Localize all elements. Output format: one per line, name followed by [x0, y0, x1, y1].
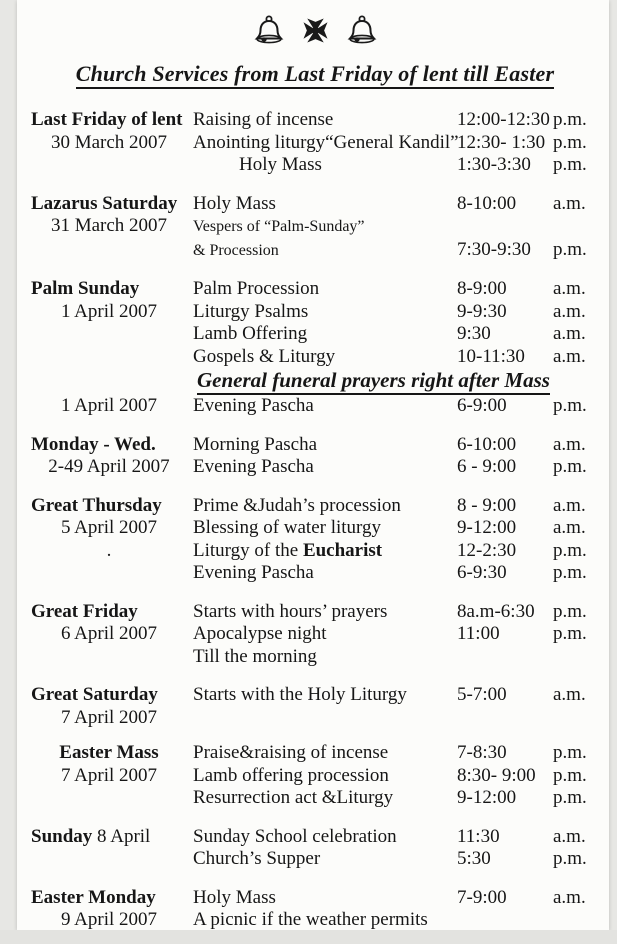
service-text: Starts with the Holy Liturgy	[193, 684, 407, 705]
maltese-cross-icon	[302, 17, 329, 44]
time-cell: 11:30	[457, 825, 500, 847]
day-date: 31 March 2007	[50, 215, 168, 236]
time-cell: 9-12:00	[457, 517, 517, 538]
day-cell	[25, 132, 193, 155]
service-text: Anointing liturgy“General Kandil”	[193, 131, 459, 153]
schedule-row	[25, 887, 605, 910]
schedule-row	[25, 540, 605, 563]
schedule-section	[25, 368, 605, 418]
time-cell: 1:30-3:30	[457, 154, 531, 175]
service-text: Liturgy Psalms	[193, 300, 309, 322]
day-name: Sunday	[31, 825, 93, 847]
meridiem-cell: a.m.	[553, 323, 586, 344]
schedule-row	[25, 346, 605, 369]
schedule-row	[25, 109, 605, 132]
service-cell	[193, 301, 455, 324]
service-text: Prime &Judah’s procession	[193, 494, 401, 516]
time-cell: 8-10:00	[457, 192, 517, 214]
time-cell: 6-9:30	[457, 562, 507, 583]
service-cell	[193, 848, 455, 871]
schedule-row	[25, 787, 605, 810]
schedule-row	[25, 278, 605, 301]
meridiem-cell: p.m.	[553, 238, 587, 260]
service-cell	[193, 216, 455, 239]
meridiem-cell: p.m.	[553, 395, 587, 416]
day-cell	[25, 301, 193, 324]
meridiem-cell: a.m.	[553, 494, 586, 516]
service-text: Holy Mass	[193, 192, 276, 214]
day-cell	[25, 707, 193, 730]
meridiem-cell: a.m.	[553, 886, 586, 908]
meridiem-cell: p.m.	[553, 787, 587, 808]
service-cell	[193, 517, 455, 540]
service-text: Resurrection act &Liturgy	[193, 787, 394, 808]
day-cell	[25, 395, 193, 418]
service-text: Starts with hours’ prayers	[193, 600, 388, 622]
time-cell: 12:00-12:30	[457, 109, 550, 130]
service-text: Raising of incense	[193, 109, 334, 130]
meridiem-cell: a.m.	[553, 517, 586, 538]
time-cell: 6 - 9:00	[457, 456, 517, 477]
schedule-row	[25, 132, 605, 155]
day-cell	[25, 215, 193, 238]
schedule-row	[25, 765, 605, 788]
service-cell	[193, 323, 455, 346]
schedule-row	[25, 395, 605, 418]
schedule-section	[25, 434, 605, 479]
day-date: .	[106, 539, 112, 561]
schedule-section	[25, 601, 605, 669]
meridiem-cell: p.m.	[553, 848, 587, 869]
time-cell: 8a.m-6:30	[457, 600, 535, 622]
service-cell	[193, 109, 455, 132]
service-cell	[193, 495, 455, 518]
time-cell: 8:30- 9:00	[457, 764, 536, 786]
schedule-section	[25, 278, 605, 368]
meridiem-cell: p.m.	[553, 539, 587, 561]
service-cell	[193, 434, 455, 457]
meridiem-cell: a.m.	[553, 684, 586, 705]
day-cell	[25, 517, 193, 540]
day-cell	[25, 684, 193, 707]
day-cell	[25, 109, 193, 132]
meridiem-cell: a.m.	[553, 192, 586, 214]
day-name: Great Saturday	[31, 684, 158, 705]
schedule-row	[25, 909, 605, 930]
schedule-section	[25, 109, 605, 177]
time-cell: 7-9:00	[457, 886, 507, 908]
service-cell	[193, 346, 455, 369]
service-cell	[193, 765, 455, 788]
service-text: Palm Procession	[193, 278, 320, 299]
schedule-section	[25, 826, 605, 871]
service-cell	[193, 154, 455, 177]
meridiem-cell: a.m.	[553, 433, 586, 455]
day-name: Monday - Wed.	[31, 433, 156, 455]
meridiem-cell: p.m.	[553, 131, 587, 153]
service-cell	[193, 646, 455, 669]
service-cell	[193, 787, 455, 810]
day-name: Last Friday of lent	[31, 109, 183, 130]
schedule-row	[25, 456, 605, 479]
schedule-row	[25, 193, 605, 216]
day-date: 30 March 2007	[50, 131, 168, 153]
service-text: Apocalypse night	[193, 623, 327, 644]
schedule-row	[25, 646, 605, 669]
time-cell: 6-9:00	[457, 395, 507, 416]
day-name: Palm Sunday	[31, 278, 140, 299]
day-cell	[25, 456, 193, 479]
page-content	[17, 0, 609, 930]
service-text: Holy Mass	[239, 154, 322, 175]
schedule-section	[25, 684, 605, 810]
service-cell	[193, 395, 455, 418]
bells-row	[25, 14, 605, 46]
service-cell	[193, 456, 455, 479]
day-cell	[25, 826, 193, 849]
day-cell	[25, 765, 193, 788]
schedule-row	[25, 239, 605, 263]
time-cell: 12-2:30	[457, 539, 517, 561]
day-cell	[25, 887, 193, 910]
schedule-row	[25, 601, 605, 624]
service-cell	[193, 562, 455, 585]
time-cell: 9-12:00	[457, 787, 517, 808]
day-cell	[25, 434, 193, 457]
meridiem-cell: a.m.	[553, 278, 586, 299]
service-text: Praise&raising of incense	[193, 742, 389, 763]
service-cell	[193, 601, 455, 624]
day-date: 1 April 2007	[60, 395, 158, 416]
meridiem-cell: p.m.	[553, 742, 587, 763]
service-cell	[193, 278, 455, 301]
service-cell	[193, 742, 455, 765]
day-date: 5 April 2007	[60, 517, 158, 538]
service-cell	[193, 909, 455, 930]
day-date: 7 April 2007	[60, 764, 158, 786]
service-text: Vespers of “Palm-Sunday”	[193, 218, 365, 235]
meridiem-cell: p.m.	[553, 109, 587, 130]
time-cell: 7:30-9:30	[457, 238, 531, 260]
schedule-row	[25, 848, 605, 871]
service-text: Blessing of water liturgy	[193, 517, 382, 538]
service-text: Evening Pascha	[193, 395, 314, 416]
time-cell: 8 - 9:00	[457, 494, 517, 516]
service-text: Till the morning	[193, 645, 317, 667]
time-cell: 5:30	[457, 848, 491, 869]
day-cell	[25, 540, 193, 563]
schedule-row	[25, 215, 605, 239]
service-text: Holy Mass	[193, 886, 276, 908]
day-date: 6 April 2007	[60, 623, 158, 644]
time-cell: 11:00	[457, 623, 500, 644]
day-date: 2-49 April 2007	[48, 456, 170, 477]
schedule-section	[25, 495, 605, 585]
service-text-bold: Eucharist	[302, 539, 383, 561]
paper	[17, 0, 609, 930]
schedule-row	[25, 623, 605, 646]
service-text: Evening Pascha	[193, 562, 314, 583]
schedule-row	[25, 742, 605, 765]
day-cell	[25, 495, 193, 518]
service-cell	[193, 826, 455, 849]
page-title	[25, 61, 605, 87]
day-date: 1 April 2007	[60, 300, 158, 322]
service-cell	[193, 623, 455, 646]
meridiem-cell: p.m.	[553, 456, 587, 477]
service-cell	[193, 540, 455, 563]
meridiem-cell: a.m.	[553, 345, 586, 367]
time-cell: 12:30- 1:30	[457, 131, 546, 153]
time-cell: 7-8:30	[457, 742, 507, 763]
service-cell	[193, 193, 455, 216]
schedule-row	[25, 684, 605, 707]
scanner-edge	[0, 930, 617, 944]
service-text: Church’s Supper	[193, 848, 321, 869]
time-cell: 10-11:30	[457, 345, 525, 367]
day-date: 7 April 2007	[60, 706, 158, 728]
service-text: A picnic if the weather permits	[193, 909, 428, 930]
day-cell	[25, 278, 193, 301]
schedule-row	[25, 517, 605, 540]
meridiem-cell: a.m.	[553, 825, 586, 847]
day-cell	[25, 601, 193, 624]
service-text: Lamb Offering	[193, 323, 308, 344]
day-date: 9 April 2007	[60, 909, 158, 930]
day-cell	[25, 909, 193, 930]
schedule-row	[25, 826, 605, 849]
service-cell	[193, 887, 455, 910]
schedule-row	[25, 434, 605, 457]
service-cell	[193, 240, 455, 263]
day-cell	[25, 193, 193, 216]
funeral-notice-heading: General funeral prayers right after Mass	[197, 368, 550, 395]
service-text: Liturgy of the	[193, 539, 303, 561]
page-title-text: Church Services from Last Friday of lent till Easter	[76, 61, 555, 89]
schedule-section	[25, 193, 605, 263]
bell-icon	[252, 15, 286, 45]
day-cell	[25, 623, 193, 646]
meridiem-cell: p.m.	[553, 600, 587, 622]
day-name: Great Friday	[31, 600, 138, 622]
service-text: Lamb offering procession	[193, 764, 389, 786]
schedule-row	[25, 495, 605, 518]
schedule-row	[25, 154, 605, 177]
day-name: Great Thursday	[31, 494, 162, 516]
meridiem-cell: p.m.	[553, 562, 587, 583]
service-text: Morning Pascha	[193, 433, 318, 455]
service-cell	[193, 131, 459, 155]
day-cell	[25, 742, 193, 765]
schedule-row	[25, 562, 605, 585]
service-text: Evening Pascha	[193, 456, 314, 477]
day-name: Lazarus Saturday	[31, 192, 178, 214]
time-cell: 8-9:00	[457, 278, 507, 299]
schedule-section	[25, 887, 605, 931]
meridiem-cell: a.m.	[553, 300, 586, 322]
schedule-row	[25, 323, 605, 346]
schedule-row	[25, 301, 605, 324]
time-cell: 9:30	[457, 323, 491, 344]
time-cell: 9-9:30	[457, 300, 507, 322]
meridiem-cell: p.m.	[553, 623, 587, 644]
meridiem-cell: p.m.	[553, 764, 587, 786]
meridiem-cell: p.m.	[553, 154, 587, 175]
service-text: Sunday School celebration	[193, 825, 397, 847]
day-date: 8 April	[92, 825, 151, 847]
time-cell: 5-7:00	[457, 684, 507, 705]
service-text: & Procession	[193, 241, 279, 259]
schedule-row	[25, 707, 605, 730]
service-text: Gospels & Liturgy	[193, 345, 336, 367]
day-name: Easter Mass	[59, 742, 159, 763]
schedule	[25, 109, 605, 930]
bell-icon	[345, 15, 379, 45]
service-cell	[193, 684, 455, 707]
day-name: Easter Monday	[31, 886, 156, 908]
time-cell: 6-10:00	[457, 433, 517, 455]
